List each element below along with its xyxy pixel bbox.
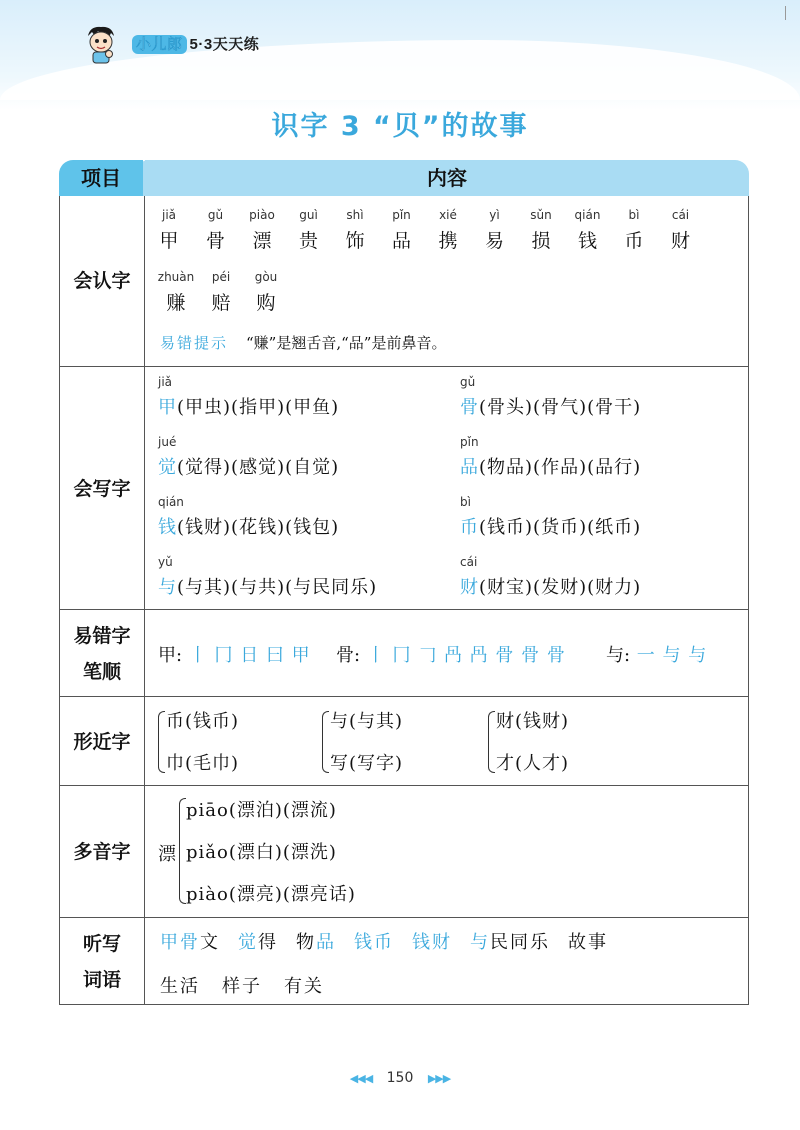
- pinyin: bì: [628, 208, 640, 222]
- dictation-key: 觉: [238, 932, 258, 953]
- recognize-char: 钱: [577, 230, 597, 252]
- write-words: (骨头)(骨气)(骨干): [479, 397, 642, 418]
- write-words: (财宝)(发财)(财力): [479, 577, 642, 598]
- similar-content: [146, 697, 748, 786]
- write-entry: [158, 513, 339, 539]
- similar-word: 财(钱财): [496, 711, 570, 732]
- dictation-word: [354, 932, 394, 953]
- row-label-similar: 形近字: [60, 697, 145, 786]
- pinyin: yǔ: [158, 555, 173, 569]
- write-content: [146, 367, 748, 610]
- dictation-word: [296, 932, 336, 953]
- dictation-word: 样子: [222, 976, 262, 997]
- row-write: [60, 366, 748, 610]
- pinyin: cái: [671, 208, 690, 222]
- dictation-word: [412, 932, 452, 953]
- write-entry: [460, 573, 641, 599]
- write-entry: [460, 513, 641, 539]
- recognize-char: 漂: [252, 230, 272, 252]
- stroke-char: 与:: [606, 645, 631, 666]
- pinyin: cái: [460, 555, 478, 569]
- similar-brace: [322, 711, 329, 773]
- row-label-write: 会写字: [60, 367, 145, 610]
- write-words: (钱财)(花钱)(钱包): [177, 517, 340, 538]
- write-words: (钱币)(货币)(纸币): [479, 517, 642, 538]
- polyphone-reading: piāo(漂泊)(漂流): [186, 800, 337, 821]
- pinyin: qián: [574, 208, 601, 222]
- pinyin: jiǎ: [161, 208, 177, 222]
- stroke-entry: [158, 641, 311, 667]
- write-key-char: 币: [460, 517, 479, 538]
- write-key-char: 觉: [158, 457, 177, 478]
- pinyin: xié: [439, 208, 457, 222]
- pinyin: pǐn: [460, 435, 479, 449]
- dictation-word: [160, 932, 220, 953]
- pinyin: bì: [460, 495, 471, 509]
- pinyin: yì: [489, 208, 500, 222]
- recognize-char: 携: [438, 230, 458, 252]
- write-key-char: 与: [158, 577, 177, 598]
- dictation-word: 有关: [284, 976, 324, 997]
- write-entry: [158, 573, 377, 599]
- stroke-entry: [606, 641, 707, 667]
- pinyin: gǔ: [460, 375, 476, 389]
- recognize-content: [146, 196, 748, 366]
- dictation-key: 钱财: [412, 932, 452, 953]
- write-key-char: 财: [460, 577, 479, 598]
- row-dictation: [60, 917, 748, 1005]
- row-label-recognize: 会认字: [60, 196, 145, 366]
- recognize-char: 甲: [159, 230, 179, 252]
- dictation-word: 生活: [160, 976, 200, 997]
- recognize-char: 赔: [211, 292, 231, 314]
- prev-arrows-icon: ◀◀◀: [349, 1072, 373, 1085]
- recognize-char: 骨: [205, 230, 225, 252]
- write-key-char: 钱: [158, 517, 177, 538]
- dictation-word: [470, 932, 550, 953]
- page-number: 150: [386, 1070, 414, 1086]
- header-content: 内容: [145, 160, 749, 196]
- write-key-char: 骨: [460, 397, 479, 418]
- row-stroke: [60, 609, 748, 697]
- dictation-text: 得: [258, 932, 278, 953]
- similar-word: 与(与其): [330, 711, 404, 732]
- pinyin: péi: [211, 270, 231, 284]
- recognize-char: 购: [256, 292, 276, 314]
- row-similar: [60, 696, 748, 786]
- recognize-char: 赚: [166, 292, 186, 314]
- dictation-text: 故事: [568, 932, 608, 953]
- row-polyphone: [60, 785, 748, 918]
- next-arrows-icon: ▶▶▶: [427, 1072, 451, 1085]
- stroke-char: 骨:: [336, 645, 361, 666]
- dictation-content: [146, 918, 748, 1005]
- recognize-char: 贵: [298, 230, 318, 252]
- recognize-char: 财: [670, 230, 690, 252]
- similar-brace: [488, 711, 495, 773]
- write-words: (物品)(作品)(品行): [479, 457, 642, 478]
- dictation-line-2: [160, 972, 346, 998]
- recognize-char: 币: [624, 230, 644, 252]
- pinyin: pǐn: [392, 208, 411, 222]
- write-entry: [158, 393, 339, 419]
- stroke-char: 甲:: [158, 645, 183, 666]
- error-tip: 易错提示 “赚”是翘舌音,“品”是前鼻音。: [160, 334, 447, 352]
- pinyin: gǔ: [207, 208, 224, 222]
- pinyin: sǔn: [530, 208, 552, 222]
- pinyin: shì: [346, 208, 364, 222]
- write-entry: [460, 453, 641, 479]
- pinyin: zhuàn: [157, 270, 195, 284]
- pinyin: jiǎ: [158, 375, 173, 389]
- header-item: 项目: [59, 160, 143, 196]
- recognize-char: 损: [531, 230, 551, 252]
- stroke-sequence: 丨 冂 𠃌 冎 冎 骨 骨 骨: [360, 645, 566, 666]
- similar-word: 才(人才): [496, 753, 570, 774]
- dictation-key: 甲骨: [160, 932, 200, 953]
- pinyin: jué: [158, 435, 177, 449]
- table-body: [59, 196, 749, 1005]
- row-recognize: [60, 196, 748, 366]
- dictation-key: 与: [470, 932, 490, 953]
- recognize-char: 易: [484, 230, 504, 252]
- write-key-char: 品: [460, 457, 479, 478]
- dictation-text: 民同乐: [490, 932, 550, 953]
- write-words: (甲虫)(指甲)(甲鱼): [177, 397, 340, 418]
- similar-word: 巾(毛巾): [166, 753, 240, 774]
- polyphone-brace: [179, 798, 186, 904]
- page-title: 识字 3 “贝”的故事: [271, 111, 529, 142]
- dictation-word: [568, 932, 608, 953]
- pinyin: gòu: [254, 270, 278, 284]
- pinyin: piào: [249, 208, 275, 222]
- dictation-key: 品: [316, 932, 336, 953]
- similar-word: 写(写字): [330, 753, 404, 774]
- stroke-sequence: 一 与 与: [630, 645, 708, 666]
- dictation-key: 钱币: [354, 932, 394, 953]
- recognize-char: 品: [391, 230, 411, 252]
- write-entry: [158, 453, 339, 479]
- brand-logo: 小儿郎 5·3天天练: [132, 33, 259, 54]
- polyphone-content: [146, 786, 748, 918]
- polyphone-reading: piào(漂亮)(漂亮话): [186, 884, 356, 905]
- polyphone-char: 漂: [158, 844, 177, 865]
- boy-mascot-icon: [84, 24, 118, 64]
- page-footer: [0, 1070, 800, 1086]
- table-header: [59, 160, 749, 196]
- dictation-text: 物: [296, 932, 316, 953]
- dictation-text: 文: [200, 932, 220, 953]
- row-label-polyphone: 多音字: [60, 786, 145, 918]
- dictation-line-1: [160, 928, 626, 954]
- polyphone-reading: piǎo(漂白)(漂洗): [186, 842, 337, 863]
- write-words: (觉得)(感觉)(自觉): [177, 457, 340, 478]
- stroke-sequence: 丨 冂 日 曰 甲: [182, 645, 311, 666]
- corner-mark: [785, 6, 794, 20]
- write-entry: [460, 393, 641, 419]
- stroke-entry: [336, 641, 566, 667]
- similar-brace: [158, 711, 165, 773]
- pinyin: guì: [299, 208, 318, 222]
- write-key-char: 甲: [158, 397, 177, 418]
- recognize-char: 饰: [345, 230, 365, 252]
- similar-word: 币(钱币): [166, 711, 240, 732]
- dictation-word: [238, 932, 278, 953]
- row-label-dictation: 听写 词语: [60, 918, 145, 1005]
- stroke-content: [146, 610, 748, 697]
- row-label-stroke: 易错字 笔顺: [60, 610, 145, 697]
- write-words: (与其)(与共)(与民同乐): [177, 577, 378, 598]
- pinyin: qián: [158, 495, 184, 509]
